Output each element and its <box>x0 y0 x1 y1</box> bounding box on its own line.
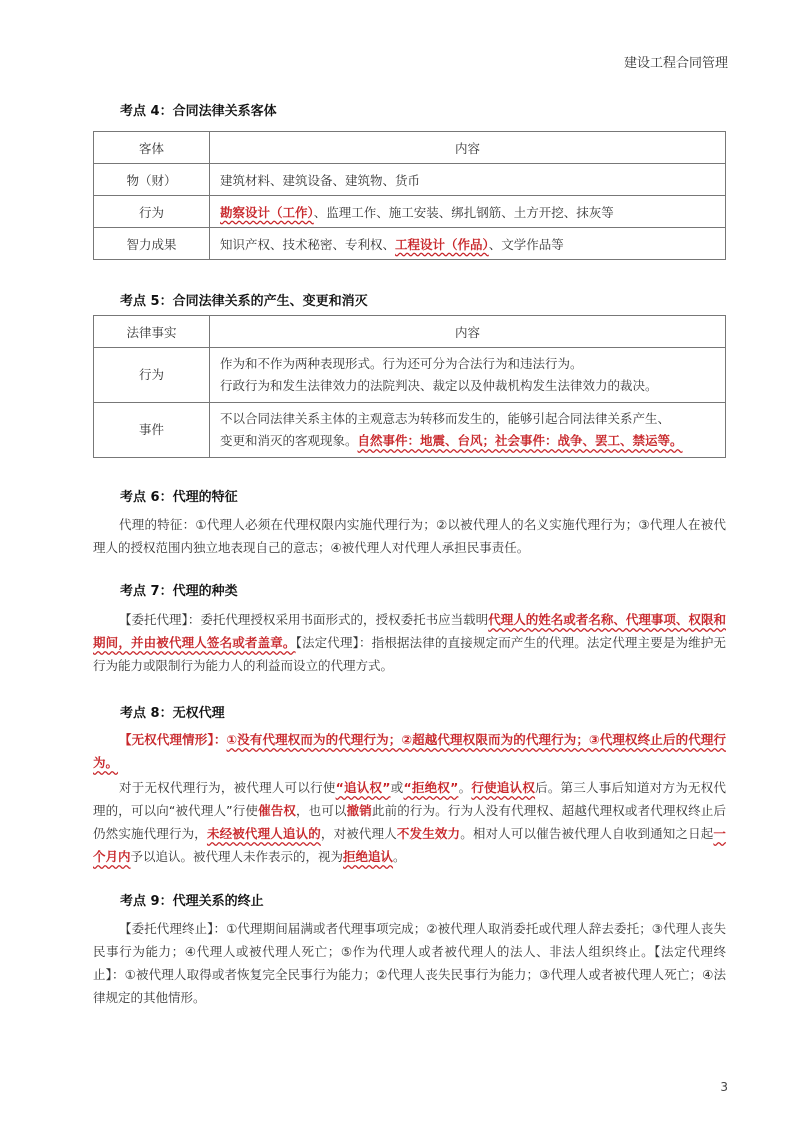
section-9-title: 考点 9：代理关系的终止 <box>120 894 264 909</box>
para-text: ，也可以 <box>296 803 347 818</box>
table-row <box>94 228 726 260</box>
highlight-text: “拒绝权” <box>403 780 459 795</box>
para-text: 。 <box>458 780 472 795</box>
table-header-row <box>94 132 726 164</box>
highlight-text: 行使追认权 <box>471 780 536 795</box>
cell-line: 不以合同法律关系主体的主观意志为转移而发生的，能够引起合同法律关系产生、 <box>220 411 671 426</box>
cell-line: 行政行为和发生法律效力的法院判决、裁定以及仲裁机构发生法律效力的裁决。 <box>220 378 658 393</box>
section-8-intro <box>93 728 726 774</box>
highlight-text: 一个月内 <box>93 826 726 864</box>
para-text: 或 <box>390 780 404 795</box>
highlight-text: ①没有代理权而为的代理行为；②超越代理权限而为的代理行为；③代理权终止后的代理行为。 <box>93 732 726 770</box>
para-text: 【法定代理】：指根据法律的直接规定而产生的代理。法定代理主要是为维护无行为能力或限制行为能力人的利益而设立的代理方式。 <box>93 635 726 673</box>
page-number: 3 <box>720 1080 728 1094</box>
table-header-cell: 客体 <box>94 132 210 164</box>
highlight-text: 撤销 <box>346 803 372 818</box>
cell-line: 作为和不作为两种表现形式。行为还可分为合法行为和违法行为。 <box>220 356 583 371</box>
highlight-text: 工程设计（作品） <box>395 236 489 252</box>
running-header: 建设工程合同管理 <box>623 56 728 71</box>
highlight-text: “追认权” <box>335 780 391 795</box>
para-text: 。 <box>393 849 406 864</box>
highlight-text: 拒绝追认 <box>343 849 394 864</box>
cell-text: 、文学作品等 <box>488 236 564 252</box>
section-7-text <box>93 608 726 677</box>
table-header-cell: 内容 <box>210 316 726 348</box>
para-text: 。相对人可以催告被代理人自收到通知之日起 <box>460 826 714 841</box>
table-cell <box>210 196 726 228</box>
para-text: ，对被代理人 <box>320 826 397 841</box>
section-9-text: 【委托代理终止】：①代理期间届满或者代理事项完成；②被代理人取消委托或代理人辞去委托；③代理人丧失民事行为能力；④代理人或被代理人死亡；⑤作为代理人或者被代理人的法人、非法人组织终止。【法定代理终止】：①被代理人取得或者恢复完全民事行为能力；②代理人丧失民事行为能力；③代理人或者被代理人死亡；④法律规定的其他情形。 <box>93 921 726 1005</box>
section-8-text <box>93 776 726 868</box>
highlight-text: 代理人的姓名或者名称、代理事项、权限和期间，并由被代理人签名或者盖章。 <box>93 612 726 650</box>
para-text: 【委托代理】：委托代理授权采用书面形式的，授权委托书应当载明 <box>119 612 489 627</box>
para-text: 予以追认。被代理人未作表示的，视为 <box>130 849 344 864</box>
table-row <box>94 164 726 196</box>
object-table <box>93 131 726 260</box>
table-cell: 行为 <box>94 348 210 403</box>
para-text: 对于无权代理行为，被代理人可以行使 <box>119 780 336 795</box>
table-cell: 行为 <box>94 196 210 228</box>
section-5-title: 考点 5：合同法律关系的产生、变更和消灭 <box>120 294 368 309</box>
para-text: 此前的行为。行为人没有代理权、超越代理权或者代理权终止后仍然实施代理行为， <box>93 803 726 841</box>
section-4-title: 考点 4：合同法律关系客体 <box>120 104 277 119</box>
table-row <box>94 348 726 403</box>
table-cell: 物（财） <box>94 164 210 196</box>
cell-text: 知识产权、技术秘密、专利权、 <box>220 236 396 252</box>
highlight-text: 催告权 <box>258 803 297 818</box>
highlight-text: 勘察设计（工作） <box>220 204 314 220</box>
table-cell: 事件 <box>94 403 210 458</box>
table-row <box>94 196 726 228</box>
table-header-cell: 法律事实 <box>94 316 210 348</box>
table-header-cell: 内容 <box>210 132 726 164</box>
table-cell <box>210 348 726 403</box>
table-cell: 智力成果 <box>94 228 210 260</box>
cell-text: 变更和消灭的客观现象。 <box>220 433 358 448</box>
para-label: 【无权代理情形】： <box>119 732 227 747</box>
table-header-row <box>94 316 726 348</box>
section-6-title: 考点 6：代理的特征 <box>120 490 238 505</box>
cell-text: 、监理工作、施工安装、绑扎钢筋、土方开挖、抹灰等 <box>313 204 614 220</box>
highlight-text: 未经被代理人追认的 <box>206 826 321 841</box>
para-text: 后。第三人事后知道对方为无权代理的，可以向“被代理人”行使 <box>93 780 726 818</box>
cell-line <box>220 430 715 452</box>
table-cell <box>210 403 726 458</box>
section-6-text: 代理的特征：①代理人必须在代理权限内实施代理行为；②以被代理人的名义实施代理行为；③代理人在被代理人的授权范围内独立地表现自己的意志；④被代理人对代理人承担民事责任。 <box>93 517 726 555</box>
table-row <box>94 403 726 458</box>
legal-fact-table <box>93 315 726 458</box>
section-8-title: 考点 8：无权代理 <box>120 706 225 721</box>
highlight-text: 自然事件：地震、台风；社会事件：战争、罢工、禁运等。 <box>357 433 683 448</box>
section-7-title: 考点 7：代理的种类 <box>120 584 238 599</box>
highlight-text: 不发生效力 <box>396 826 461 841</box>
table-cell <box>210 228 726 260</box>
table-cell: 建筑材料、建筑设备、建筑物、货币 <box>210 164 726 196</box>
